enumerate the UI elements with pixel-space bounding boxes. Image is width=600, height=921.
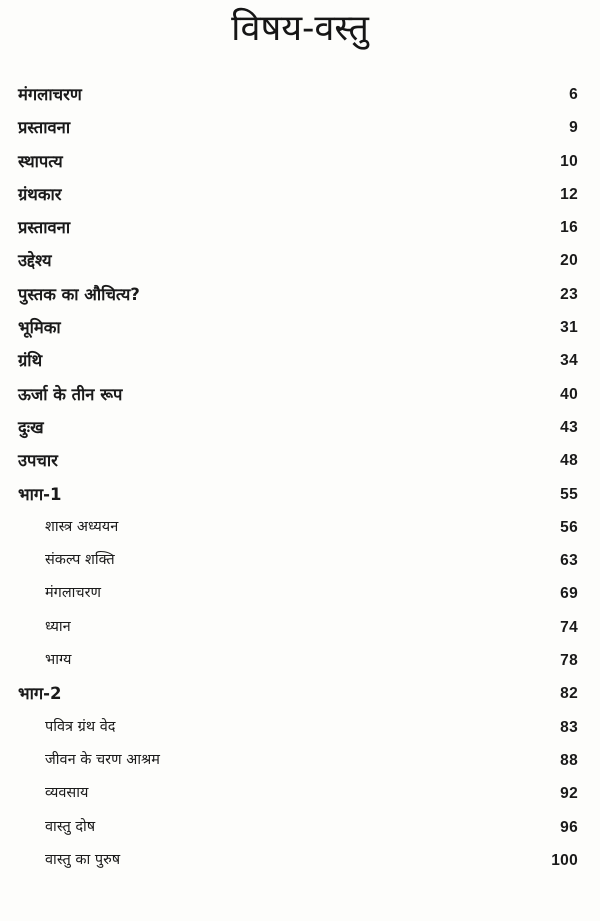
toc-entry — [0, 278, 600, 311]
toc-entry-title: पुस्तक का औचित्य? — [18, 284, 140, 304]
toc-page-number: 96 — [560, 818, 578, 836]
toc-page-number: 9 — [569, 119, 578, 137]
toc-entry-title: शास्त्र अध्ययन — [45, 518, 119, 535]
page-title: विषय-वस्तु — [231, 8, 369, 49]
toc-page-number: 78 — [560, 652, 578, 670]
toc-page-number: 92 — [560, 785, 578, 803]
toc-entry-title: दुःख — [18, 417, 44, 437]
toc-subentry — [0, 577, 600, 610]
toc-entry-title: भाग्य — [45, 652, 72, 669]
toc-page-number: 69 — [560, 585, 578, 603]
toc-subentry — [0, 544, 600, 577]
toc-page-number: 43 — [560, 418, 578, 436]
toc-page-number: 6 — [569, 86, 578, 103]
toc-page-number: 20 — [560, 252, 578, 270]
toc-entry-title: प्रस्तावना — [18, 218, 71, 238]
toc-entry-title: वास्तु का पुरुष — [45, 851, 121, 868]
toc-entry — [0, 344, 600, 377]
toc-entry-title: प्रस्तावना — [18, 118, 71, 138]
toc-entry-title: भूमिका — [18, 318, 61, 338]
toc-entry — [0, 411, 600, 444]
toc-entry-title: मंगलाचरण — [18, 85, 82, 104]
toc-page-number: 23 — [560, 285, 578, 303]
toc-entry — [0, 145, 600, 178]
toc-subentry — [0, 611, 600, 644]
toc-subentry — [0, 844, 600, 877]
toc-entry-title: संकल्प शक्ति — [45, 552, 115, 569]
toc-subentry — [0, 777, 600, 810]
toc-page-number: 40 — [560, 385, 578, 403]
toc-page-number: 82 — [560, 685, 578, 703]
toc-entry-title: भाग-1 — [18, 484, 62, 504]
toc-subentry — [0, 511, 600, 544]
toc-page-number: 16 — [560, 219, 578, 237]
toc-entry — [0, 478, 600, 511]
toc-entry — [0, 244, 600, 277]
toc-entry-title: ध्यान — [45, 618, 71, 635]
toc-page-number: 34 — [560, 352, 578, 370]
toc-page-number: 56 — [560, 518, 578, 536]
toc-entry — [0, 178, 600, 211]
toc-subentry — [0, 711, 600, 744]
toc-entry-title: पवित्र ग्रंथ वेद — [45, 718, 116, 735]
toc-entry — [0, 111, 600, 144]
toc-entry-title: उपचार — [18, 451, 58, 471]
table-of-contents — [0, 78, 600, 877]
toc-entry — [0, 444, 600, 477]
toc-page-number: 48 — [560, 452, 578, 470]
toc-page-number: 74 — [560, 618, 578, 636]
toc-entry-title: उद्देश्य — [18, 251, 52, 271]
toc-entry-title: मंगलाचरण — [45, 585, 102, 602]
toc-entry-title: व्यवसाय — [45, 785, 89, 802]
toc-page-number: 12 — [560, 185, 578, 203]
toc-entry — [0, 378, 600, 411]
toc-page-number: 63 — [560, 552, 578, 570]
toc-subentry — [0, 744, 600, 777]
toc-entry — [0, 677, 600, 710]
toc-entry-title: ऊर्जा के तीन रूप — [18, 384, 123, 404]
toc-page-number: 31 — [560, 319, 578, 337]
toc-entry-title: वास्तु दोष — [45, 818, 96, 835]
toc-entry-title: ग्रंथि — [18, 351, 43, 371]
toc-entry — [0, 78, 600, 111]
toc-entry-title: भाग-2 — [18, 684, 62, 704]
toc-entry — [0, 311, 600, 344]
toc-page-number: 88 — [560, 751, 578, 769]
toc-subentry — [0, 644, 600, 677]
toc-entry — [0, 211, 600, 244]
toc-entry-title: स्थापत्य — [18, 151, 63, 171]
toc-entry-title: जीवन के चरण आश्रम — [45, 751, 160, 768]
toc-page-number: 10 — [560, 152, 578, 170]
toc-entry-title: ग्रंथकार — [18, 184, 62, 204]
toc-page-number: 83 — [560, 718, 578, 736]
toc-subentry — [0, 811, 600, 844]
toc-page-number: 100 — [551, 851, 578, 869]
toc-page-number: 55 — [560, 485, 578, 503]
